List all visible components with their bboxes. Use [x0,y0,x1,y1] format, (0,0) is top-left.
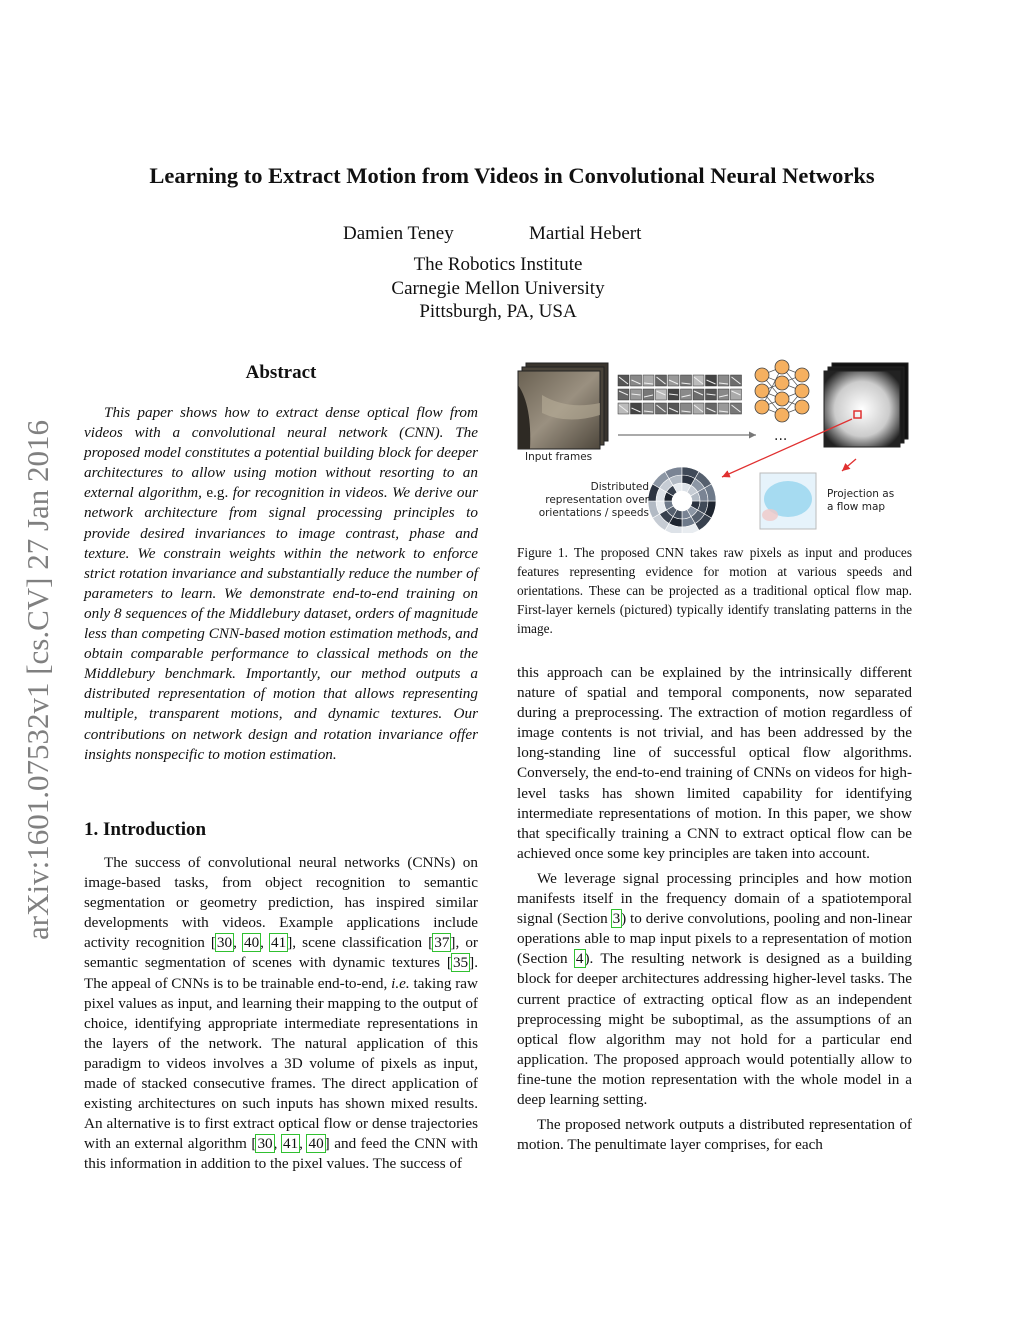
kernel-tile [706,375,717,386]
affiliation-line: Pittsburgh, PA, USA [419,301,577,322]
network-node [755,400,769,414]
network-node [795,368,809,382]
label-projection-2: a flow map [827,501,886,513]
figure-1-caption: Figure 1. The proposed CNN takes raw pixels as input and produces features representing evidence for motion at various speeds and orientations. These can be projected as a traditional optical flow map. First-layer kernels (pictured) typically identify translating patterns in the image. [517,545,912,636]
intro-text: ], or semantic segmentation of scenes with dynamic textures [ [84,934,478,972]
kernel-tile [718,389,729,400]
affiliation-line: Carnegie Mellon University [391,277,605,299]
kernel-tile [656,389,667,400]
arxiv-stamp [10,360,70,950]
output-flow-stack [824,363,908,447]
paragraph [517,869,912,1110]
kernel-tile [681,403,692,414]
label-input-frames: Input frames [525,451,593,463]
para-text: We leverage signal processing principles and how motion manifests itself in the frequency domain of a spatiotemporal signal (Section [517,869,912,928]
para-text: ) to derive convolutions, pooling and non-linear operations able to map input pixels to a representation of motion (Section [517,910,912,968]
distributed-wheel [648,467,716,533]
label-projection-1: Projection as [827,488,895,500]
affiliation [0,253,996,324]
network-node [795,400,809,414]
kernel-grid [618,375,742,414]
section-ref-link[interactable]: 3 [612,910,621,928]
abstract-eg: e.g. [206,484,229,502]
network-node [775,392,789,406]
citation-sep: , [299,1135,308,1153]
kernel-tile [693,389,704,400]
kernel-tile [693,375,704,386]
paper-title: Learning to Extract Motion from Videos in Convolutional Neural Networks [149,163,875,188]
kernel-tile [631,403,642,414]
citation-link[interactable]: 30 [216,934,233,952]
kernel-tile [668,375,679,386]
para-text: ). The resulting network is designed as a building block for deeper architectures addressing higher-level tasks. The current practice of extracting optical flow as an independent preprocessing might be suboptimal, as the assumptions of an optical flow algorithm may not hold for a particular end application. The proposed approach would potentially allow to fine-tune the motion representation with the whole model in a deep learning setting. [517,950,912,1108]
kernel-tile [706,389,717,400]
network-node [775,408,789,422]
intro-text: taking raw pixel values as input, and learning their mapping to the output of choice, identifying appropriate intermediate representations in the layers of the network. The natural application of this paradigm to videos involves a 3D volume of pixels as input, made of stacked consecutive frames. The direct application of existing architectures on such inputs has shown mixed results. An alternative is to first extract optical flow or dense trajectories with an external algorithm [ [84,974,478,1153]
network-node [775,376,789,390]
kernel-tile [718,375,729,386]
abstract-text: for recognition in videos. We derive our network architecture from signal processing principles to provide desired invariances to image contrast, phase and texture. We constrain weights within the network to enforce strict rotation invariance and substantially reduce the number of parameters to learn. We demonstrate end-to-end training on only 8 sequences of the Middlebury dataset, orders of magnitude less than competing CNN-based motion estimation methods, and obtain comparable performance to classical methods on the Middlebury benchmark. Importantly, our method outputs a distributed representation of motion that allows representing multiple, transparent motions, and dynamic textures. Our contributions on network design and rotation invariance offer insights nonspecific to motion estimation. [84,484,479,763]
kernel-tile [618,389,629,400]
figure-1-diagram [512,355,916,533]
introduction-body [84,853,478,1175]
kernel-tile [731,375,742,386]
citation-link[interactable]: 41 [282,1135,299,1153]
ellipsis: ... [774,428,788,444]
kernel-tile [631,389,642,400]
wheel-center [672,491,692,511]
kernel-tile [706,403,717,414]
citation-link[interactable]: 35 [452,954,469,972]
kernel-tile [656,375,667,386]
author-name: Martial Hebert [529,223,642,244]
abstract-text: This paper shows how to extract dense optical flow from videos with a convolutional neural network (CNN). The proposed model constitutes a potential building block for deeper architectures to allow using motion without resorting to an external algorithm, [84,404,478,502]
network-diagram [755,360,809,422]
intro-ie: i.e. [391,974,410,992]
paragraph: The proposed network outputs a distributed representation of motion. The penultimate layer comprises, for each [517,1116,912,1154]
citation-link[interactable]: 37 [434,934,450,952]
kernel-tile [668,389,679,400]
paragraph: this approach can be explained by the intrinsically different nature of spatial and temporal components, now separated during a preprocessing. The extraction of motion regardless of image contents is not trivial, and has been addressed by the long-standing line of successful optical flow algorithms. Conversely, the end-to-end training of CNNs on videos for high-level tasks has shown limited capability for identifying intermediate representations of motion. In this paper, we show that specifically training a CNN to extract optical flow can be achieved once some key principles are taken into account. [517,664,912,862]
arrow-to-flowmap [842,459,856,471]
citation-sep: , [273,1135,282,1153]
input-frames-stack [518,363,608,449]
kernel-tile [681,389,692,400]
figure-1 [512,355,916,533]
network-node [755,384,769,398]
intro-text: The success of convolutional neural networks (CNNs) on image-based tasks, from object recognition to semantic segmentation or geometry prediction, has inspired similar developments with videos. Example applications include activity recognition [ [84,854,478,952]
kernel-tile [731,389,742,400]
network-node [775,360,789,374]
kernel-tile [693,403,704,414]
kernel-tile [731,403,742,414]
section-heading-introduction: 1. Introduction [84,819,207,840]
abstract-heading: Abstract [245,362,317,383]
flow-map [760,473,816,529]
arxiv-id: arXiv:1601.07532v1 [cs.CV] 27 Jan 2016 [20,419,55,940]
citation-link[interactable]: 40 [308,1135,324,1153]
kernel-tile [643,375,654,386]
kernel-tile [643,403,654,414]
citation-sep: , [233,934,243,952]
citation-link[interactable]: 41 [271,934,287,952]
citation-link[interactable]: 30 [257,1135,273,1153]
kernel-tile [643,389,654,400]
affiliation-line: The Robotics Institute [413,254,583,275]
abstract-body [84,403,478,765]
kernel-tile [718,403,729,414]
label-distributed-2: representation over [545,494,649,506]
kernel-tile [668,403,679,414]
label-distributed-3: orientations / speeds [538,507,649,519]
kernel-tile [618,375,629,386]
kernel-tile [631,375,642,386]
network-node [795,384,809,398]
intro-text: ]. The appeal of CNNs is to be trainable end-to-end, [84,954,478,992]
section-ref-link[interactable]: 4 [575,950,584,968]
network-node [755,368,769,382]
right-column-body [517,663,912,1160]
citation-sep: , [260,934,271,952]
label-distributed-1: Distributed [590,481,649,493]
intro-text: ] and feed the CNN with this information in addition to the pixel values. The success of [84,1135,479,1173]
kernel-tile [618,403,629,414]
author-name: Damien Teney [343,223,454,244]
citation-link[interactable]: 40 [243,934,260,952]
kernel-tile [656,403,667,414]
intro-text: ], scene classification [ [287,934,434,952]
kernel-tile [681,375,692,386]
